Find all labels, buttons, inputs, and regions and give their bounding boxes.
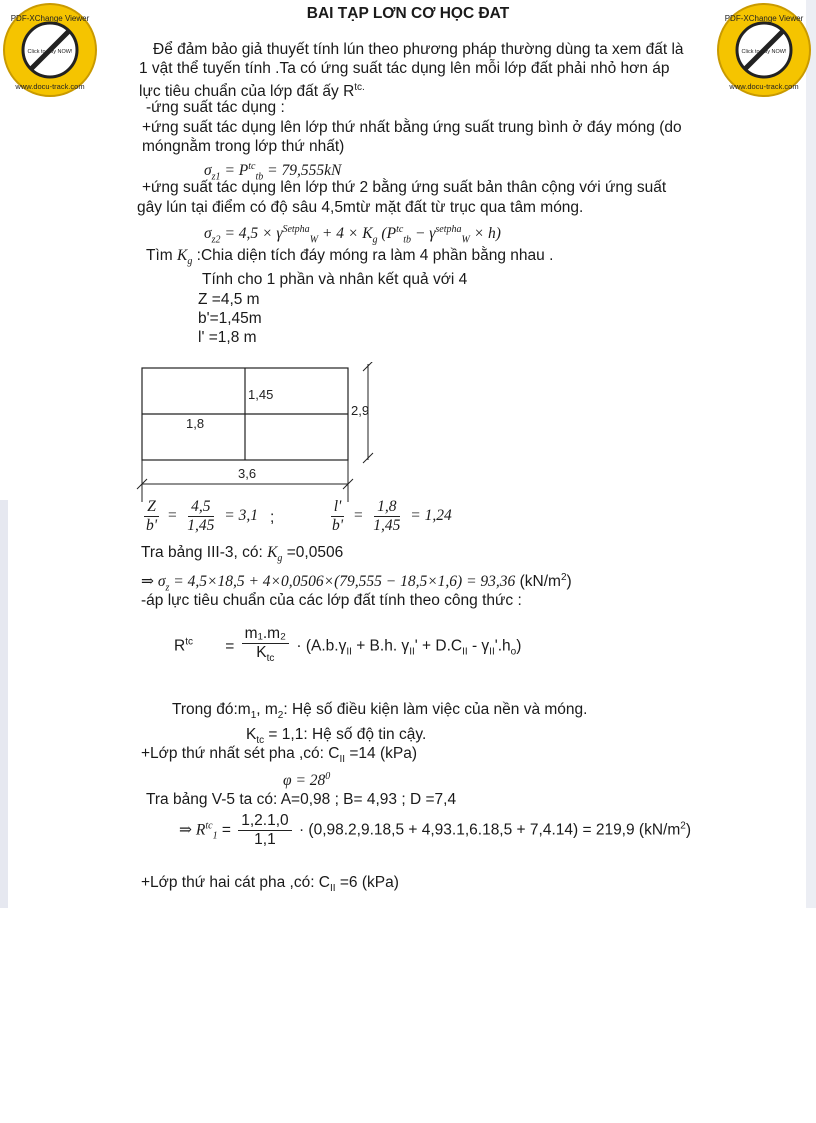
stress-heading: -ứng suất tác dụng : xyxy=(146,99,285,116)
page-edge-left xyxy=(0,500,8,908)
intro-line-3: lực tiêu chuẩn của lớp đất ấy $R^{tc.}$ xyxy=(139,82,365,101)
stress2-line-2: gây lún tại điểm có độ sâu 4,5mtừ mặt đất từ trục qua tâm móng. xyxy=(137,199,584,216)
where-coefficients: Trong $đó:m_1$, $m_2$: Hệ số điều kiện làm việc của nền và móng. xyxy=(172,701,588,722)
label-height: 2,9 xyxy=(351,403,370,418)
equation-sigma-z: ⇒ $\sigma_z = 4,5\times 18,5 + 4\times 0,0506\times(79,555 - 18,5\times 1,6) = 93,36$ $(kN/m^2)$ xyxy=(141,572,572,594)
stamp-center-text: Click to buy NOW! xyxy=(27,49,73,55)
label-width-half: 1,45 xyxy=(248,387,274,402)
stamp-center-text: Click to buy NOW! xyxy=(741,49,787,55)
equation-sigma-z2: $\sigma_{z2} = 4,5 \times \gamma^{Setpha}_W + 4 \times K_g$ $(P^{tc}_{tb} - \gamma^{setpha}_W \times h)$ xyxy=(204,224,501,246)
label-length-half: 1,8 xyxy=(186,416,205,431)
stress1-line-2: móngnằm trong lớp thứ nhất) xyxy=(142,138,345,155)
equation-sigma-z1: $\sigma_{z1} = P^{tc}_{tb} = 79,555kN$ xyxy=(204,161,342,183)
label-length: 3,6 xyxy=(238,466,257,481)
stress1-line-1: +ứng suất tác dụng lên lớp thứ nhất bằng ứng suất trung bình ở đáy móng (do xyxy=(142,119,682,136)
page-edge-right xyxy=(806,0,816,908)
phi-line: $\varphi = 28^0$ xyxy=(283,771,331,790)
intro-line-1: Để đảm bảo giả thuyết tính lún theo phương pháp thường dùng ta xem đất là xyxy=(153,41,684,58)
lookup-table-iii3: Tra bảng III-3, có: $K_g =0,0506$ xyxy=(141,544,344,565)
calc-z: Z =4,5 m xyxy=(198,291,260,308)
ratio-separator: ; xyxy=(270,509,275,526)
calc-note: Tính cho 1 phần và nhân kết quả với 4 xyxy=(202,271,468,288)
ktc-line: $K_{tc} = 1,1$: Hệ số độ tin cậy. xyxy=(246,726,427,747)
pressure-heading: -áp lực tiêu chuẩn của các lớp đất tính theo công thức : xyxy=(141,592,522,609)
foundation-diagram xyxy=(130,362,390,502)
stress2-line-1: +ứng suất tác dụng lên lớp thứ 2 bằng ứng suất bản thân cộng với ứng suất xyxy=(142,179,667,196)
stamp-top-text: PDF-XChange Viewer xyxy=(724,14,804,23)
stamp-top-text: PDF-XChange Viewer xyxy=(10,14,90,23)
intro-line-2: 1 vật thể tuyến tính .Ta có ứng suất tác dụng lên mỗi lớp đất phải nhỏ hơn áp xyxy=(139,60,670,77)
layer2-line: +Lớp thứ hai cát pha ,có: $C_{II} =6$ (kPa) xyxy=(141,874,399,895)
calc-b: b'=1,45m xyxy=(198,310,262,327)
find-kg-line: Tìm $K_g$ :Chia diện tích đáy móng ra làm 4 phần bằng nhau . xyxy=(146,247,554,268)
ratio-z-b: $\frac{Z}{b'}$ = $\frac{4,5}{1,45}$ = 3,1 xyxy=(146,498,259,534)
calc-l: l' =1,8 m xyxy=(198,329,257,346)
lookup-table-v5: Tra bảng V-5 ta có: A=0,98 ; B= 4,93 ; D =7,4 xyxy=(146,791,457,808)
ratio-l-b: $\frac{l'}{b'}$ = $\frac{1,8}{1,45}$ = 1,24 xyxy=(332,498,452,534)
layer1-line: +Lớp thứ nhất sét pha ,có: $C_{II} =14$ (kPa) xyxy=(141,745,417,766)
stamp-url-text: www.docu-track.com xyxy=(15,82,85,91)
bearing-formula: $R^{tc}$ = $\frac{\text{m₁.m₂}}{K_{tc}}$ · ($A.b.\gamma_{II} + B.h$. $\gamma_{II}' + D.C_{II} - \gamma_{II}'.h_o$) xyxy=(174,625,522,665)
page-title: BAI TẠP LƠN CƠ HỌC ĐAT xyxy=(306,5,510,22)
stamp-url-text: www.docu-track.com xyxy=(729,82,799,91)
equation-r1: ⇒ $R^{tc}_1$ = $\frac{1,2.1,0}{1,1}$ · (0,98.2,9.18,5 + 4,93.1,6.18,5 + 7,4.14) = 219,9 $(kN/m^2)$ xyxy=(179,812,691,848)
